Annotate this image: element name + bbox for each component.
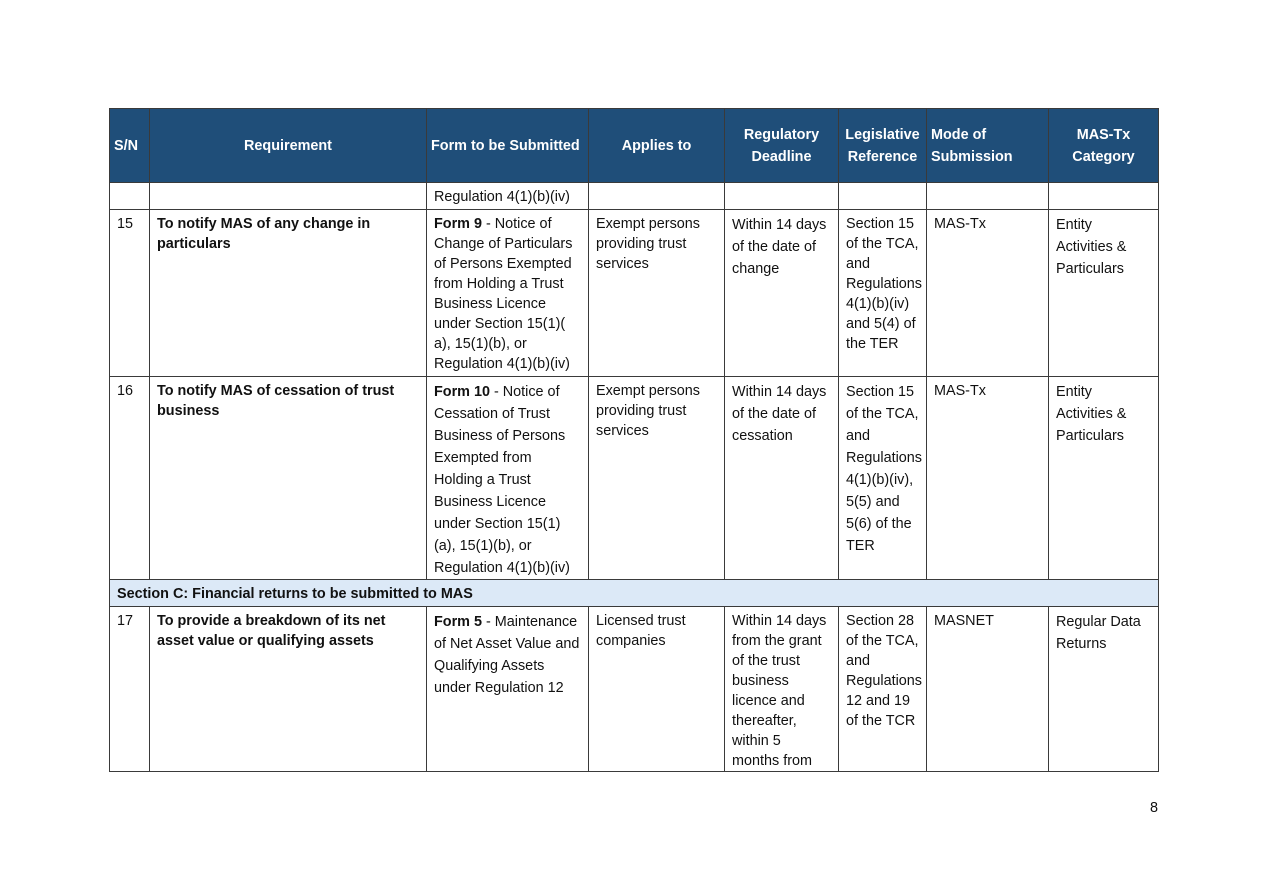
cell-requirement: To notify MAS of any change in particulars (150, 210, 427, 377)
table-row-15 (110, 210, 1159, 377)
header-form: Form to be Submitted (427, 109, 589, 183)
cell-reference: Section 15 of the TCA, and Regulations 4(1)(b)(iv) and 5(4) of the TER (839, 210, 927, 377)
form-name: Form 10 (434, 384, 490, 400)
form-name: Form 5 (434, 614, 482, 630)
header-category: MAS-Tx Category (1049, 109, 1159, 183)
cell-mode: MAS-Tx (927, 377, 1049, 580)
cell-deadline: Within 14 days from the grant of the trust business licence and thereafter, within 5 months from (725, 607, 839, 772)
cell-mode: MASNET (927, 607, 1049, 772)
table-row-17 (110, 607, 1159, 772)
cell-form (427, 607, 589, 772)
cell-form (427, 210, 589, 377)
table-header-row (110, 109, 1159, 183)
cell-applies: Exempt persons providing trust services (589, 377, 725, 580)
cell-reference: Section 15 of the TCA, and Regulations 4(1)(b)(iv), 5(5) and 5(6) of the TER (839, 377, 927, 580)
header-deadline: Regulatory Deadline (725, 109, 839, 183)
cell-category: Entity Activities & Particulars (1049, 377, 1159, 580)
cell-deadline: Within 14 days of the date of change (725, 210, 839, 377)
header-sn: S/N (110, 109, 150, 183)
cell-deadline (725, 183, 839, 210)
cell-applies (589, 183, 725, 210)
cell-category: Regular Data Returns (1049, 607, 1159, 772)
cell-reference: Section 28 of the TCA, and Regulations 12 and 19 of the TCR (839, 607, 927, 772)
cell-sn: 15 (110, 210, 150, 377)
header-requirement: Requirement (150, 109, 427, 183)
form-description: - Notice of Change of Particulars of Persons Exempted from Holding a Trust Business Licence under Section 15(1)( a), 15(1)(b), or Regulation 4(1)(b)(iv) (434, 216, 573, 372)
cell-sn: 16 (110, 377, 150, 580)
cell-requirement: To notify MAS of cessation of trust business (150, 377, 427, 580)
cell-mode: MAS-Tx (927, 210, 1049, 377)
form-description: - Notice of Cessation of Trust Business of Persons Exempted from Holding a Trust Business Licence under Section 15(1)(a), 15(1)(b), or Regulation 4(1)(b)(iv) (434, 384, 570, 576)
cell-deadline: Within 14 days of the date of cessation (725, 377, 839, 580)
cell-form (427, 377, 589, 580)
cell-requirement: To provide a breakdown of its net asset value or qualifying assets (150, 607, 427, 772)
cell-requirement (150, 183, 427, 210)
cell-mode (927, 183, 1049, 210)
requirements-table (109, 108, 1159, 772)
cell-category (1049, 183, 1159, 210)
section-c-row (110, 580, 1159, 607)
header-mode: Mode of Submission (927, 109, 1049, 183)
cell-applies: Exempt persons providing trust services (589, 210, 725, 377)
page-number: 8 (1149, 800, 1158, 816)
section-heading: Section C: Financial returns to be submitted to MAS (110, 580, 1159, 607)
cell-reference (839, 183, 927, 210)
form-name: Form 9 (434, 216, 482, 232)
cell-sn (110, 183, 150, 210)
cell-sn: 17 (110, 607, 150, 772)
cell-form: Regulation 4(1)(b)(iv) (427, 183, 589, 210)
form-description: - Maintenance of Net Asset Value and Qualifying Assets under Regulation 12 (434, 614, 580, 696)
header-applies: Applies to (589, 109, 725, 183)
table-row-continuation (110, 183, 1159, 210)
cell-applies: Licensed trust companies (589, 607, 725, 772)
cell-category: Entity Activities & Particulars (1049, 210, 1159, 377)
table-row-16 (110, 377, 1159, 580)
header-reference: Legislative Reference (839, 109, 927, 183)
